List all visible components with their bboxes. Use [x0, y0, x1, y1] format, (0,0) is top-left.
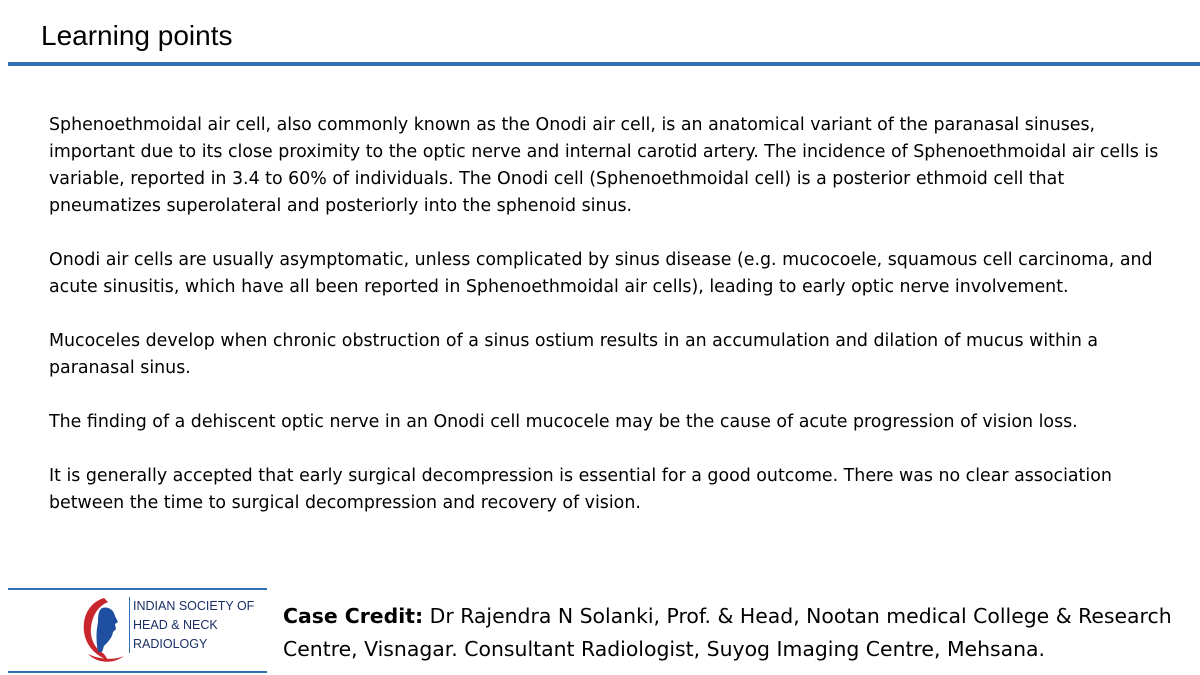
logo-top-rule [8, 588, 267, 590]
logo-text-line-1: INDIAN SOCIETY OF [133, 599, 255, 613]
title-divider [8, 62, 1200, 66]
case-credit [283, 600, 1193, 666]
paragraph-symptoms: Onodi air cells are usually asymptomatic, unless complicated by sinus disease (e.g. mucocoele, squamous cell carcinoma, and acute sinusitis, which have all been reported in Sphenoethmoidal air cells), leading to early optic nerve involvement. [49, 250, 1153, 297]
society-logo [8, 588, 267, 673]
paragraph-mucoceles: Mucoceles develop when chronic obstruction of a sinus ostium results in an accumulation and dilation of mucus within a paranasal sinus. [49, 331, 1099, 378]
head-profile-icon [74, 594, 130, 666]
case-credit-label: Case Credit: [283, 604, 424, 628]
learning-points-body [49, 112, 1169, 544]
paragraph-surgical-decompression: It is generally accepted that early surgical decompression is essential for a good outcome. There was no clear association between the time to surgical decompression and recovery of vision. [49, 466, 1112, 513]
slide-title: Learning points [41, 20, 233, 51]
paragraph-dehiscent-nerve: The finding of a dehiscent optic nerve in an Onodi cell mucocele may be the cause of acute progression of vision loss. [49, 412, 1078, 432]
logo-bottom-rule [8, 671, 267, 673]
logo-text-line-3: RADIOLOGY [133, 637, 208, 651]
logo-text-line-2: HEAD & NECK [133, 618, 218, 632]
logo-wordmark [129, 597, 267, 653]
case-credit-text: Dr Rajendra N Solanki, Prof. & Head, Nootan medical College & Research Centre, Visnagar. Consultant Radiologist, Suyog Imaging Centre, Mehsana. [283, 604, 1172, 661]
paragraph-onodi-definition: Sphenoethmoidal air cell, also commonly known as the Onodi air cell, is an anatomical variant of the paranasal sinuses, important due to its close proximity to the optic nerve and internal carotid artery. The incidence of Sphenoethmoidal air cells is variable, reported in 3.4 to 60% of individuals. The Onodi cell (Sphenoethmoidal cell) is a posterior ethmoid cell that pneumatizes superolateral and posteriorly into the sphenoid sinus. [49, 115, 1159, 216]
